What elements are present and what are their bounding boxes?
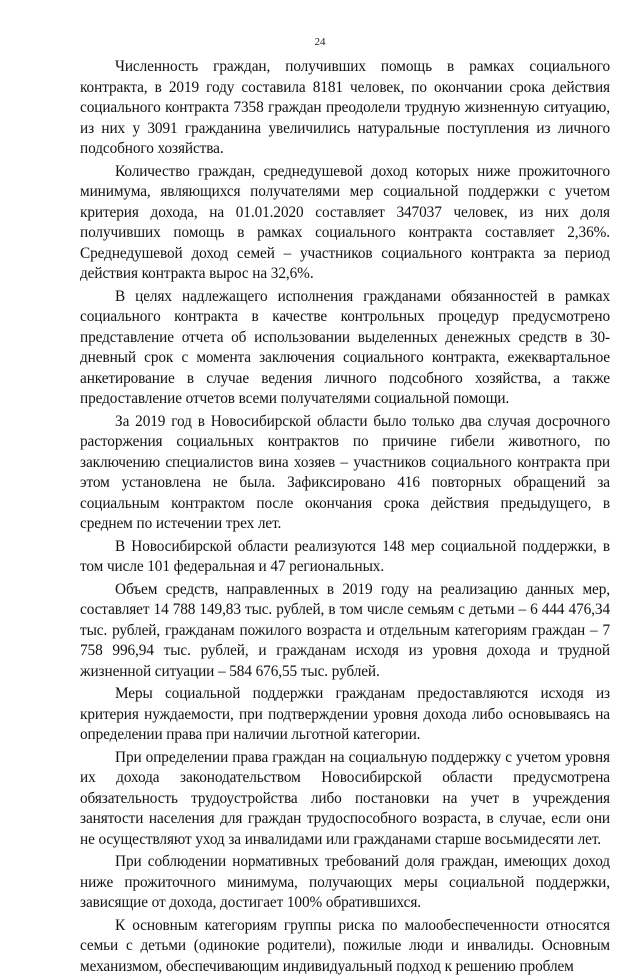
paragraph-coverage-share: При соблюдении нормативных требований доля граждан, имеющих доход ниже прожиточного минимума, получающих меры социальной поддержки, зависящие от дохода, достигает 100% обратившихся. — [80, 852, 610, 914]
paragraph-support-measures-count: В Новосибирской области реализуются 148 мер социальной поддержки, в том числе 101 федеральная и 47 региональных. — [80, 537, 610, 578]
paragraph-risk-groups: К основным категориям группы риска по малообеспеченности относятся семьи с детьми (одинокие родители), пожилые люди и инвалиды. Основным механизмом, обеспечивающим индивидуальный подход к решению проблем — [80, 916, 610, 977]
paragraph-low-income-count: Количество граждан, среднедушевой доход которых ниже прожиточного минимума, являющихся получателями мер социальной поддержки с учетом критерия дохода, на 01.01.2020 составляет 347037 человек, из них доля получивших помощь в рамках социального контракта составляет 2,36%. Среднедушевой доход семей – участников социального контракта за период действия контракта вырос на 32,6%. — [80, 162, 610, 285]
document-body — [80, 57, 610, 977]
paragraph-employment-requirement: При определении права граждан на социальную поддержку с учетом уровня их дохода законодательством Новосибирской области предусмотрена обязательность трудоустройства либо постановки на учет в учреждения занятости населения для граждан трудоспособного возраста, в случае, если они не осуществляют уход за инвалидами или гражданами старше восьмидесяти лет. — [80, 748, 610, 851]
paragraph-control-procedures: В целях надлежащего исполнения гражданами обязанностей в рамках социального контракта в качестве контрольных процедур предусмотрено представление отчета об использовании выделенных денежных средств в 30-дневный срок с момента заключения социального контракта, ежеквартальное анкетирование в случае ведения личного подсобного хозяйства, а также предоставление отчетов всеми получателями социальной помощи. — [80, 287, 610, 410]
paragraph-need-criteria: Меры социальной поддержки гражданам предоставляются исходя из критерия нуждаемости, при подтверждении уровня дохода либо основываясь на определении права при наличии льготной категории. — [80, 684, 610, 746]
paragraph-funding-volume: Объем средств, направленных в 2019 году на реализацию данных мер, составляет 14 788 149,83 тыс. рублей, в том числе семьям с детьми – 6 444 476,34 тыс. рублей, гражданам пожилого возраста и отдельным категориям граждан – 7 758 996,94 тыс. рублей, и гражданам исходя из уровня дохода и трудной жизненной ситуации – 584 676,55 тыс. рублей. — [80, 580, 610, 683]
paragraph-social-contract-recipients: Численность граждан, получивших помощь в рамках социального контракта, в 2019 году составила 8181 человек, по окончании срока действия социального контракта 7358 граждан преодолели трудную жизненную ситуацию, из них у 3091 гражданина увеличились натуральные поступления из личного подсобного хозяйства. — [80, 57, 610, 160]
page-number: 24 — [0, 36, 640, 48]
paragraph-early-termination: За 2019 год в Новосибирской области было только два случая досрочного расторжения социальных контрактов по причине гибели животного, по заключению специалистов вина хозяев – участников социального контракта при этом установлена не была. Зафиксировано 416 повторных обращений за социальным контрактом после окончания срока действия предыдущего, в среднем по истечении трех лет. — [80, 412, 610, 535]
